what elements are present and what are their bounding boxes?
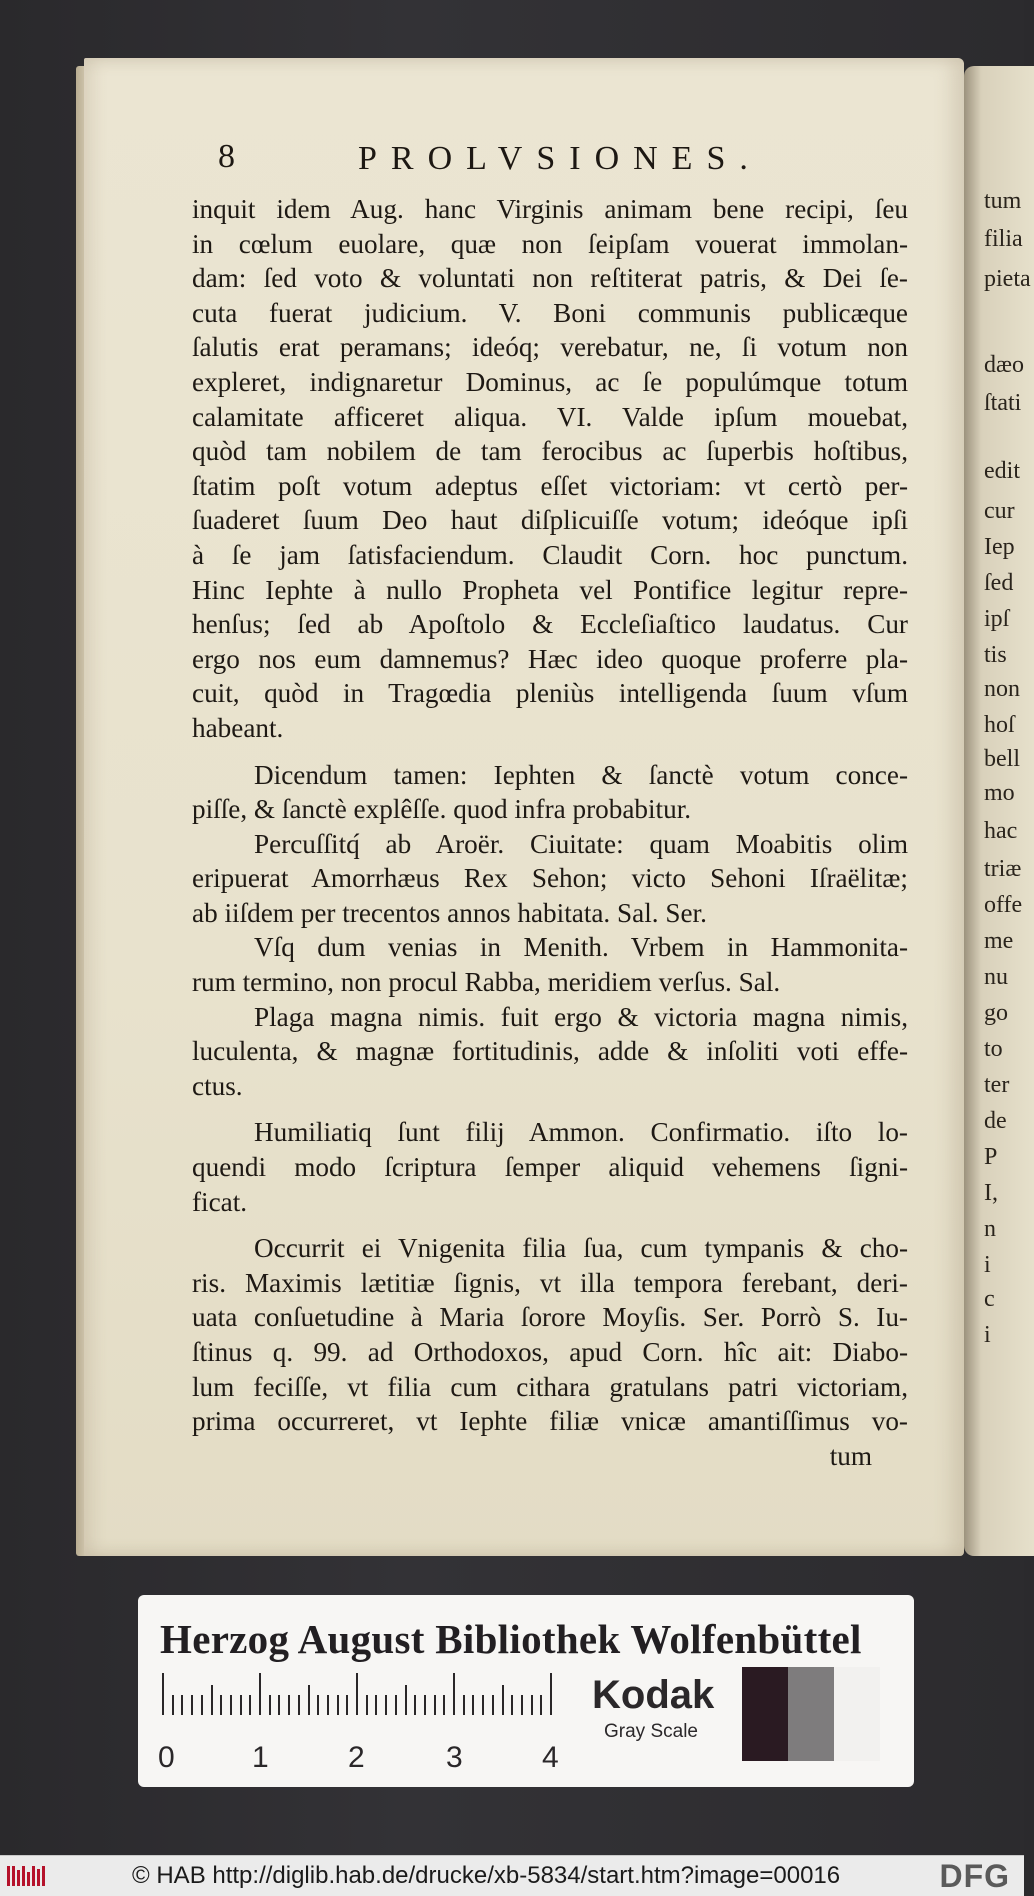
facing-page-fragment: dæo <box>984 352 1025 378</box>
text-line: cuit, quòd in Tragœdia pleniùs intelligenda ſuum vſum <box>192 678 908 709</box>
text-line: ergo nos eum damnemus? Hæc ideo quoque proferre pla- <box>192 643 908 674</box>
facing-page-fragment: to <box>984 1036 1003 1062</box>
text-line: Occurrit ei Vnigenita filia ſua, cum tympanis & cho- <box>254 1233 908 1264</box>
ruler-tick <box>375 1695 377 1715</box>
ruler-tick <box>288 1695 290 1715</box>
text-line: ſtatim poſt votum adeptus eſſet victoriam: vt certò per- <box>192 470 908 501</box>
facing-page-fragment: go <box>984 1000 1008 1026</box>
facing-page-fragment: mo <box>984 780 1015 806</box>
text-line: cuta fuerat judicium. V. Boni communis publicæque <box>192 297 908 328</box>
ruler-tick <box>540 1695 542 1715</box>
facing-page-fragment: non <box>984 676 1020 702</box>
text-line: à ſe jam ſatisfaciendum. Claudit Corn. hoc punctum. <box>192 539 908 570</box>
ruler-tick <box>424 1695 426 1715</box>
text-line: ris. Maximis lætitiæ ſignis, vt illa tempora ferebant, deri- <box>192 1267 908 1298</box>
ruler-tick <box>259 1673 261 1715</box>
facing-page-edge <box>964 66 1034 1556</box>
color-target <box>138 1595 914 1787</box>
ruler-tick <box>269 1695 271 1715</box>
ruler-tick <box>201 1695 203 1715</box>
footer-bar <box>0 1855 1024 1896</box>
facing-page-fragment: cur <box>984 498 1015 524</box>
ruler-tick <box>249 1695 251 1715</box>
ruler-tick <box>395 1695 397 1715</box>
ruler-tick <box>356 1673 358 1715</box>
ruler-tick <box>240 1695 242 1715</box>
page-header <box>218 138 908 184</box>
ruler-number: 2 <box>348 1741 365 1774</box>
ruler-tick <box>220 1695 222 1715</box>
text-line: Humiliatiq ſunt filij Ammon. Confirmatio. iſto lo- <box>254 1117 908 1148</box>
text-line: habeant. <box>192 712 284 743</box>
text-line: ab iiſdem per trecentos annos habitata. Sal. Ser. <box>192 897 707 928</box>
ruler-tick <box>550 1673 552 1715</box>
facing-page-fragment: n <box>984 1216 996 1242</box>
ruler-tick <box>278 1695 280 1715</box>
text-line: ſuaderet ſuum Deo haut diſplicuiſſe votum; ideóque ipſi <box>192 505 908 536</box>
text-line: quòd tam nobilem de tam ferocibus ac ſuperbis hoſtibus, <box>192 436 908 467</box>
text-line: Percuſſitq́ ab Aroër. Ciuitate: quam Moabitis olim <box>254 828 908 859</box>
facing-page-fragment: bell <box>984 746 1020 772</box>
text-line: Dicendum tamen: Iephten & ſanctè votum conce- <box>254 759 908 790</box>
text-line: Vſq dum venias in Menith. Vrbem in Hammonita- <box>254 932 908 963</box>
ruler-tick <box>502 1685 504 1715</box>
ruler-tick <box>482 1695 484 1715</box>
ruler-tick <box>230 1695 232 1715</box>
ruler-number: 4 <box>542 1741 559 1774</box>
ruler-tick <box>531 1695 533 1715</box>
ruler-tick <box>405 1685 407 1715</box>
text-line: henſus; ſed ab Apoſtolo & Eccleſiaſtico laudatus. Cur <box>192 609 908 640</box>
text-line: ficat. <box>192 1186 248 1217</box>
library-name: Herzog August Bibliothek Wolfenbüttel <box>160 1616 862 1662</box>
ruler-tick <box>181 1695 183 1715</box>
ruler-number: 3 <box>446 1741 463 1774</box>
facing-page-fragment: tis <box>984 642 1007 668</box>
text-line: expleret, indignaretur Dominus, ac ſe populúmque totum <box>192 366 908 397</box>
facing-page-fragment: Iep <box>984 534 1015 560</box>
running-title: PROLVSIONES. <box>358 140 762 177</box>
facing-page-fragment: triæ <box>984 856 1022 882</box>
text-line: prima occurreret, vt Iephte filiæ vnicæ amantiſſimus vo- <box>192 1406 908 1437</box>
facing-page-fragment: me <box>984 928 1014 954</box>
ruler-tick <box>366 1695 368 1715</box>
facing-page-fragment: P <box>984 1144 998 1170</box>
ruler-tick <box>511 1695 513 1715</box>
facing-page-fragment: nu <box>984 964 1008 990</box>
ruler-tick <box>472 1695 474 1715</box>
facing-page-fragment: pieta <box>984 266 1031 292</box>
ruler-tick <box>172 1695 174 1715</box>
ruler-tick <box>414 1695 416 1715</box>
facing-page-fragment: hoſ <box>984 712 1015 738</box>
ruler-tick <box>443 1695 445 1715</box>
text-line: ſtinus q. 99. ad Orthodoxos, apud Corn. hîc ait: Diabo- <box>192 1337 908 1367</box>
text-line: eripuerat Amorrhæus Rex Sehon; victo Sehoni Iſraëlitæ; <box>192 863 908 894</box>
text-line: in cœlum euolare, quæ non ſeipſam vouerat immolan- <box>192 228 908 259</box>
facing-page-fragment: c <box>984 1286 995 1312</box>
facing-page-fragment: i <box>984 1252 991 1278</box>
catchword: tum <box>829 1440 872 1471</box>
ruler-tick <box>327 1695 329 1715</box>
copyright-link[interactable]: © HAB http://diglib.hab.de/drucke/xb-5834/start.htm?image=00016 <box>132 1862 841 1889</box>
gray-swatch-light <box>834 1667 880 1761</box>
body-text <box>192 192 908 1473</box>
gray-swatch-dark <box>742 1667 788 1761</box>
ruler-tick <box>191 1695 193 1715</box>
ruler-tick <box>521 1695 523 1715</box>
text-line: Plaga magna nimis. fuit ergo & victoria magna nimis, <box>254 1001 908 1032</box>
text-line: ſalutis erat peramans; ideóq; verebatur, ne, ſi votum non <box>192 332 908 363</box>
facing-page-fragment: tum <box>984 188 1022 214</box>
ruler-tick <box>337 1695 339 1715</box>
facing-page-fragment: de <box>984 1108 1007 1134</box>
facing-page-fragment: I, <box>984 1180 998 1206</box>
facing-page-fragment: ipſ <box>984 606 1010 632</box>
facing-page-fragment: i <box>984 1322 991 1348</box>
ruler-tick <box>492 1695 494 1715</box>
ruler-tick <box>317 1695 319 1715</box>
brand-logo: Kodak <box>592 1673 715 1717</box>
hab-logo-icon <box>6 1864 48 1888</box>
text-line: lum feciſſe, vt filia cum cithara gratulans patri victoriam, <box>192 1371 908 1402</box>
facing-page-fragment: ter <box>984 1072 1010 1098</box>
facing-page-fragment: edit <box>984 458 1020 484</box>
text-line: calamitate afficeret aliqua. VI. Valde ipſum mouebat, <box>192 401 908 432</box>
ruler-tick <box>346 1695 348 1715</box>
dfg-logo: DFG <box>939 1858 1010 1894</box>
facing-page-fragment: ſed <box>984 570 1014 596</box>
ruler-tick <box>211 1685 213 1715</box>
ruler-tick <box>434 1695 436 1715</box>
page-number: 8 <box>218 138 235 175</box>
text-line: inquit idem Aug. hanc Virginis animam bene recipi, ſeu <box>192 194 908 224</box>
ruler-number: 0 <box>158 1741 175 1774</box>
ruler-tick <box>463 1695 465 1715</box>
text-line: piſſe, & ſanctè explêſſe. quod infra probabitur. <box>192 794 692 825</box>
text-line: Hinc Iephte à nullo Propheta vel Pontifice legitur repre- <box>192 574 908 605</box>
ruler-tick <box>308 1685 310 1715</box>
gray-swatch-mid <box>788 1667 834 1761</box>
ruler-number: 1 <box>252 1741 269 1774</box>
brand-subtitle: Gray Scale <box>604 1721 698 1742</box>
ruler-tick <box>453 1673 455 1715</box>
text-line: ctus. <box>192 1070 243 1101</box>
text-line: rum termino, non procul Rabba, meridiem verſus. Sal. <box>192 967 781 998</box>
facing-page-fragment: ſtati <box>984 390 1022 416</box>
facing-page-fragment: offe <box>984 892 1023 918</box>
ruler-tick <box>162 1673 164 1715</box>
facing-page-fragment: filia <box>984 226 1023 252</box>
ruler-tick <box>298 1695 300 1715</box>
text-line: uata conſuetudine à Maria ſorore Moyſis. Ser. Porrò S. Iu- <box>192 1302 908 1333</box>
text-line: quendi modo ſcriptura ſemper aliquid vehemens ſigni- <box>192 1152 908 1183</box>
facing-page-fragment: hac <box>984 818 1018 844</box>
text-line: luculenta, & magnæ fortitudinis, adde & inſoliti voti effe- <box>192 1036 908 1067</box>
text-line: dam: ſed voto & voluntati non reſtiterat patris, & Dei ſe- <box>192 263 908 294</box>
ruler-tick <box>385 1695 387 1715</box>
